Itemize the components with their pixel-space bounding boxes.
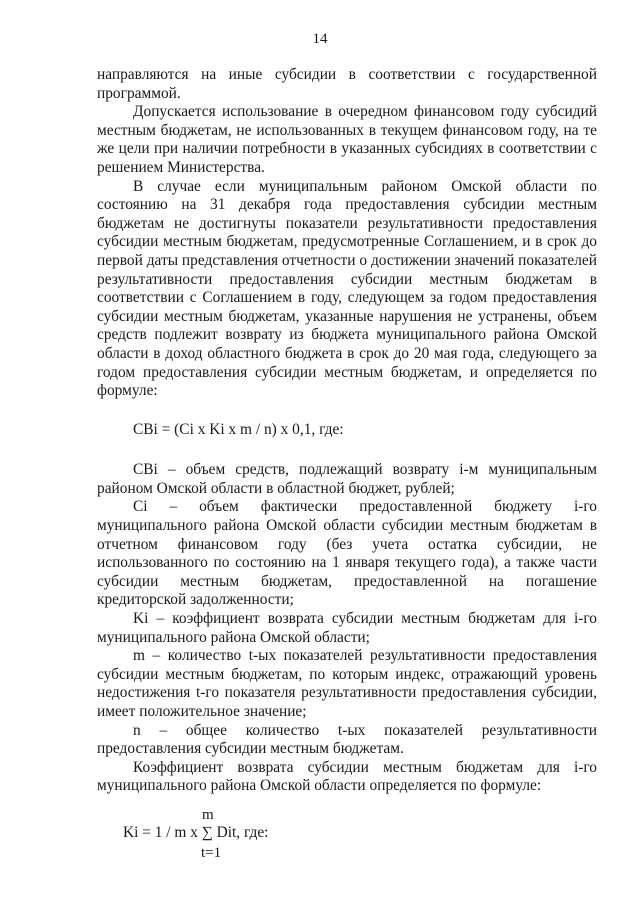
paragraph-carryover: Допускается использование в очередном финансовом году субсидий местным бюджетам, не использованных в текущем финансовом году, на те же цели при наличии потребности в указанных субсидиях в соответствии с решением Министерства. — [97, 103, 597, 176]
sum-lower-limit: t=1 — [201, 844, 222, 861]
formula-coefficient — [97, 806, 597, 866]
document-body — [97, 66, 597, 866]
paragraph-continuation: направляются на иные субсидии в соответствии с государственной программой. — [97, 66, 597, 102]
definition-cbi: CBi – объем средств, подлежащий возврату i-м муниципальным районом Омской области в областной бюджет, рублей; — [97, 461, 597, 497]
page-number: 14 — [312, 31, 328, 47]
paragraph-return-rule: В случае если муниципальным районом Омской области по состоянию на 31 декабря года предоставления субсидии местным бюджетам не достигнуты показатели результативности предоставления субсидии местным бюджетам, предусмотренные Соглашением, и в срок до первой даты представления отчетности о достижении значений показателей результативности предоставления субсидии местным бюджетам в соответствии с Соглашением в году, следующем за годом предоставления субсидии местным бюджетам, указанные нарушения не устранены, объем средств подлежит возврату из бюджета муниципального района Омской области в доход областного бюджета в срок до 20 мая года, следующего за годом предоставления субсидии местным бюджетам, и определяется по формуле: — [97, 177, 597, 400]
definition-n: n – общее количество t-ых показателей результативности предоставления субсидии местным бюджетам. — [97, 721, 597, 758]
formula-coefficient-main: Ki = 1 / m x ∑ Dit, где: — [123, 823, 269, 841]
definition-ci: Ci – объем фактически предоставленной бюджету i-го муниципального района Омской области субсидии местным бюджетам в отчетном финансовом году (без учета остатка субсидии, не использованного по состоянию на 1 января текущего года), а также части субсидии местным бюджетам, предоставленной на погашение кредиторской задолженности; — [97, 498, 597, 609]
formula-return-volume: CBi = (Ci x Ki x m / n) x 0,1, где: — [133, 420, 344, 438]
paragraph-coefficient-intro: Коэффициент возврата субсидии местным бюджетам для i-го муниципального района Омской области определяется по формуле: — [97, 758, 597, 795]
sum-upper-limit: m — [202, 806, 214, 823]
definition-ki: Ki – коэффициент возврата субсидии местным бюджетам для i-го муниципального района Омской области; — [97, 610, 597, 646]
definition-m: m – количество t-ых показателей результативности предоставления субсидии местным бюджетам, по которым индекс, отражающий уровень недостижения t-го показателя результативности предоставления субсидии, имеет положительное значение; — [97, 647, 597, 720]
